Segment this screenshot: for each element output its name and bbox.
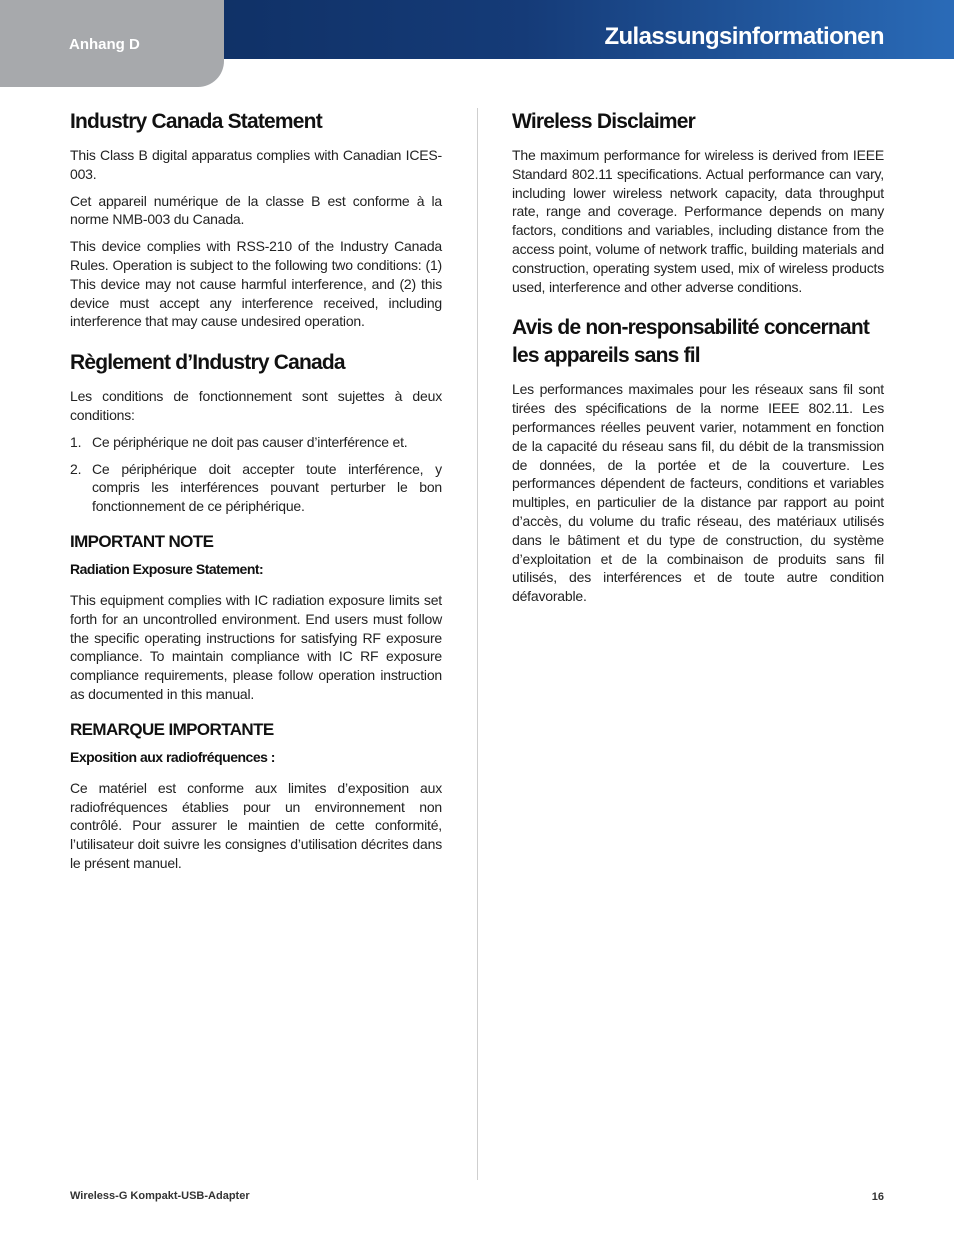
avis-heading: Avis de non-responsabilité concernant les appareils sans fil	[512, 316, 870, 368]
important-note-heading: IMPORTANT NOTE	[70, 531, 214, 551]
industry-canada-heading: Industry Canada Statement	[70, 110, 322, 133]
reglement-heading: Règlement d’Industry Canada	[70, 351, 345, 375]
column-divider	[477, 108, 478, 1180]
ic-paragraph-1: This Class B digital apparatus complies with Canadian ICES-003.	[70, 147, 442, 182]
radiation-exposure-subheading: Radiation Exposure Statement:	[70, 560, 264, 577]
avis-paragraph: Les performances maximales pour les réseaux sans fil sont tirées des spécifications de la norme IEEE 802.11. Les performances réelles peuvent varier, notamment en fonction de la capacité du réseau sans fil, du débit de la transmission de données, de la portée et de la couverture. Les performances dépendent de facteurs, conditions et variables multiples, en particulier de la distance par rapport au point d’accès, du volume du trafic réseau, des matériaux utilisés dans le bâtiment et du type de construction, du système d’exploitation et de la combinaison de produits sans fil utilisés, des interférences et de toute autre condition défavorable.	[512, 381, 884, 605]
page-title: Zulassungsinformationen	[604, 23, 884, 50]
list-item	[70, 460, 442, 516]
left-column	[70, 108, 442, 881]
remarque-paragraph: Ce matériel est conforme aux limites d’exposition aux radiofréquences établies pour un environnement non contrôlé. Pour assurer le maintien de cette conformité, l’utilisateur doit suivre les consignes d’utilisation décrites dans le présent manuel.	[70, 779, 442, 871]
exposition-subheading: Exposition aux radiofréquences :	[70, 748, 275, 765]
wireless-disclaimer-paragraph: The maximum performance for wireless is derived from IEEE Standard 802.11 specifications. Actual performance can vary, including lower wireless network capacity, data throughput rate, range and coverage. Performance depends on many factors, conditions and variables, including distance from the access point, volume of network traffic, building materials and construction, operating system used, mix of wireless products used, interference and other adverse conditions.	[512, 147, 884, 295]
list-item-text: Ce périphérique ne doit pas causer d’interférence et.	[92, 433, 408, 450]
list-item-number: 2.	[70, 460, 82, 477]
wireless-disclaimer-heading: Wireless Disclaimer	[512, 110, 696, 133]
ic-paragraph-3: This device complies with RSS-210 of the Industry Canada Rules. Operation is subject to the following two conditions: (1) This device may not cause harmful interference, and (2) this device must accept any interference received, including interference that may cause undesired operation.	[70, 238, 442, 330]
list-item-text: Ce périphérique doit accepter toute interférence, y compris les interférences pouvant perturber le bon fonctionnement de ce périphérique.	[92, 460, 442, 515]
important-note-paragraph: This equipment complies with IC radiation exposure limits set forth for an uncontrolled environment. End users must follow the specific operating instructions for satisfying RF exposure compliance. To maintain compliance with IC RF exposure compliance requirements, please follow operation instruction as documented in this manual.	[70, 591, 442, 702]
list-item	[70, 433, 442, 452]
chapter-label: Anhang D	[69, 36, 140, 53]
reglement-list	[70, 433, 442, 516]
right-column	[512, 108, 884, 614]
footer-product-name: Wireless-G Kompakt-USB-Adapter	[70, 1190, 250, 1202]
ic-paragraph-2: Cet appareil numérique de la classe B est conforme à la norme NMB-003 du Canada.	[70, 192, 442, 228]
reglement-paragraph: Les conditions de fonctionnement sont sujettes à deux conditions:	[70, 388, 442, 423]
footer-page-number: 16	[871, 1191, 884, 1203]
list-item-number: 1.	[70, 433, 82, 450]
remarque-heading: REMARQUE IMPORTANTE	[70, 719, 274, 739]
